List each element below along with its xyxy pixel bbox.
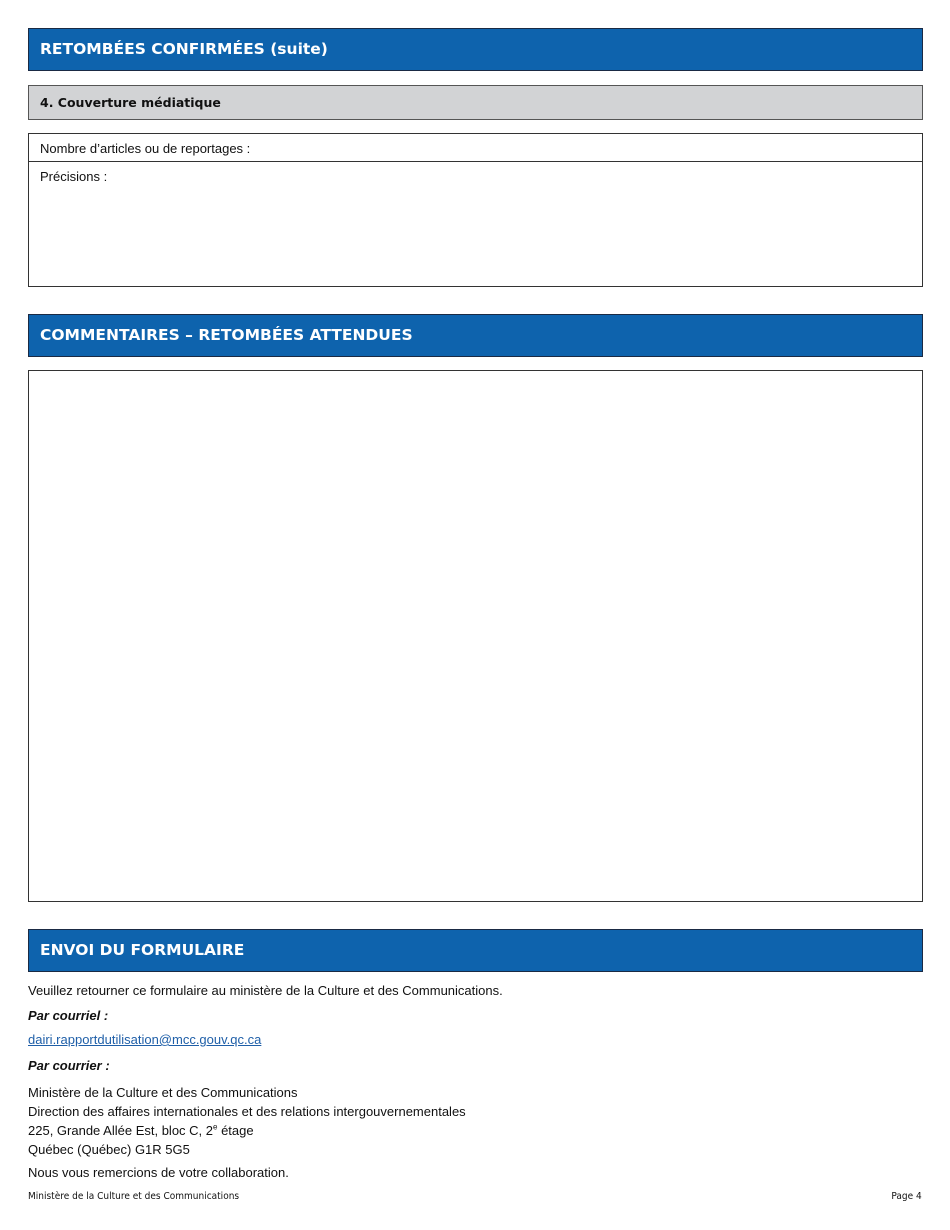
address-line-3: 225, Grande Allée Est, bloc C, 2e étage (28, 1122, 254, 1138)
details-label: Précisions : (40, 169, 108, 184)
mail-heading: Par courrier : (28, 1058, 110, 1073)
section-banner-commentaires (28, 314, 923, 357)
section-banner-retombees-confirmees (28, 28, 923, 71)
address-line-4: Québec (Québec) G1R 5G5 (28, 1142, 190, 1157)
section-title: ENVOI DU FORMULAIRE (40, 941, 245, 959)
submit-intro-text: Veuillez retourner ce formulaire au ministère de la Culture et des Communications. (28, 983, 503, 998)
subsection-header-couverture (28, 85, 923, 120)
details-field[interactable] (29, 162, 922, 286)
address-line-2: Direction des affaires internationales et des relations intergouvernementales (28, 1104, 466, 1119)
media-coverage-box (28, 133, 923, 287)
footer-ministry: Ministère de la Culture et des Communications (28, 1191, 240, 1202)
articles-count-field[interactable] (29, 134, 922, 162)
comments-textarea[interactable] (28, 370, 923, 902)
articles-count-label: Nombre d’articles ou de reportages : (40, 141, 251, 156)
mailing-address (28, 1083, 466, 1159)
subsection-title: 4. Couverture médiatique (40, 95, 221, 110)
email-heading: Par courriel : (28, 1008, 109, 1023)
email-link[interactable]: dairi.rapportdutilisation@mcc.gouv.qc.ca (28, 1032, 262, 1047)
section-banner-envoi (28, 929, 923, 972)
section-title: RETOMBÉES CONFIRMÉES (suite) (40, 40, 328, 58)
footer-page-number: Page 4 (891, 1191, 922, 1202)
section-title: COMMENTAIRES – RETOMBÉES ATTENDUES (40, 326, 413, 344)
thanks-text: Nous vous remercions de votre collaboration. (28, 1165, 289, 1180)
address-line-1: Ministère de la Culture et des Communications (28, 1085, 298, 1100)
